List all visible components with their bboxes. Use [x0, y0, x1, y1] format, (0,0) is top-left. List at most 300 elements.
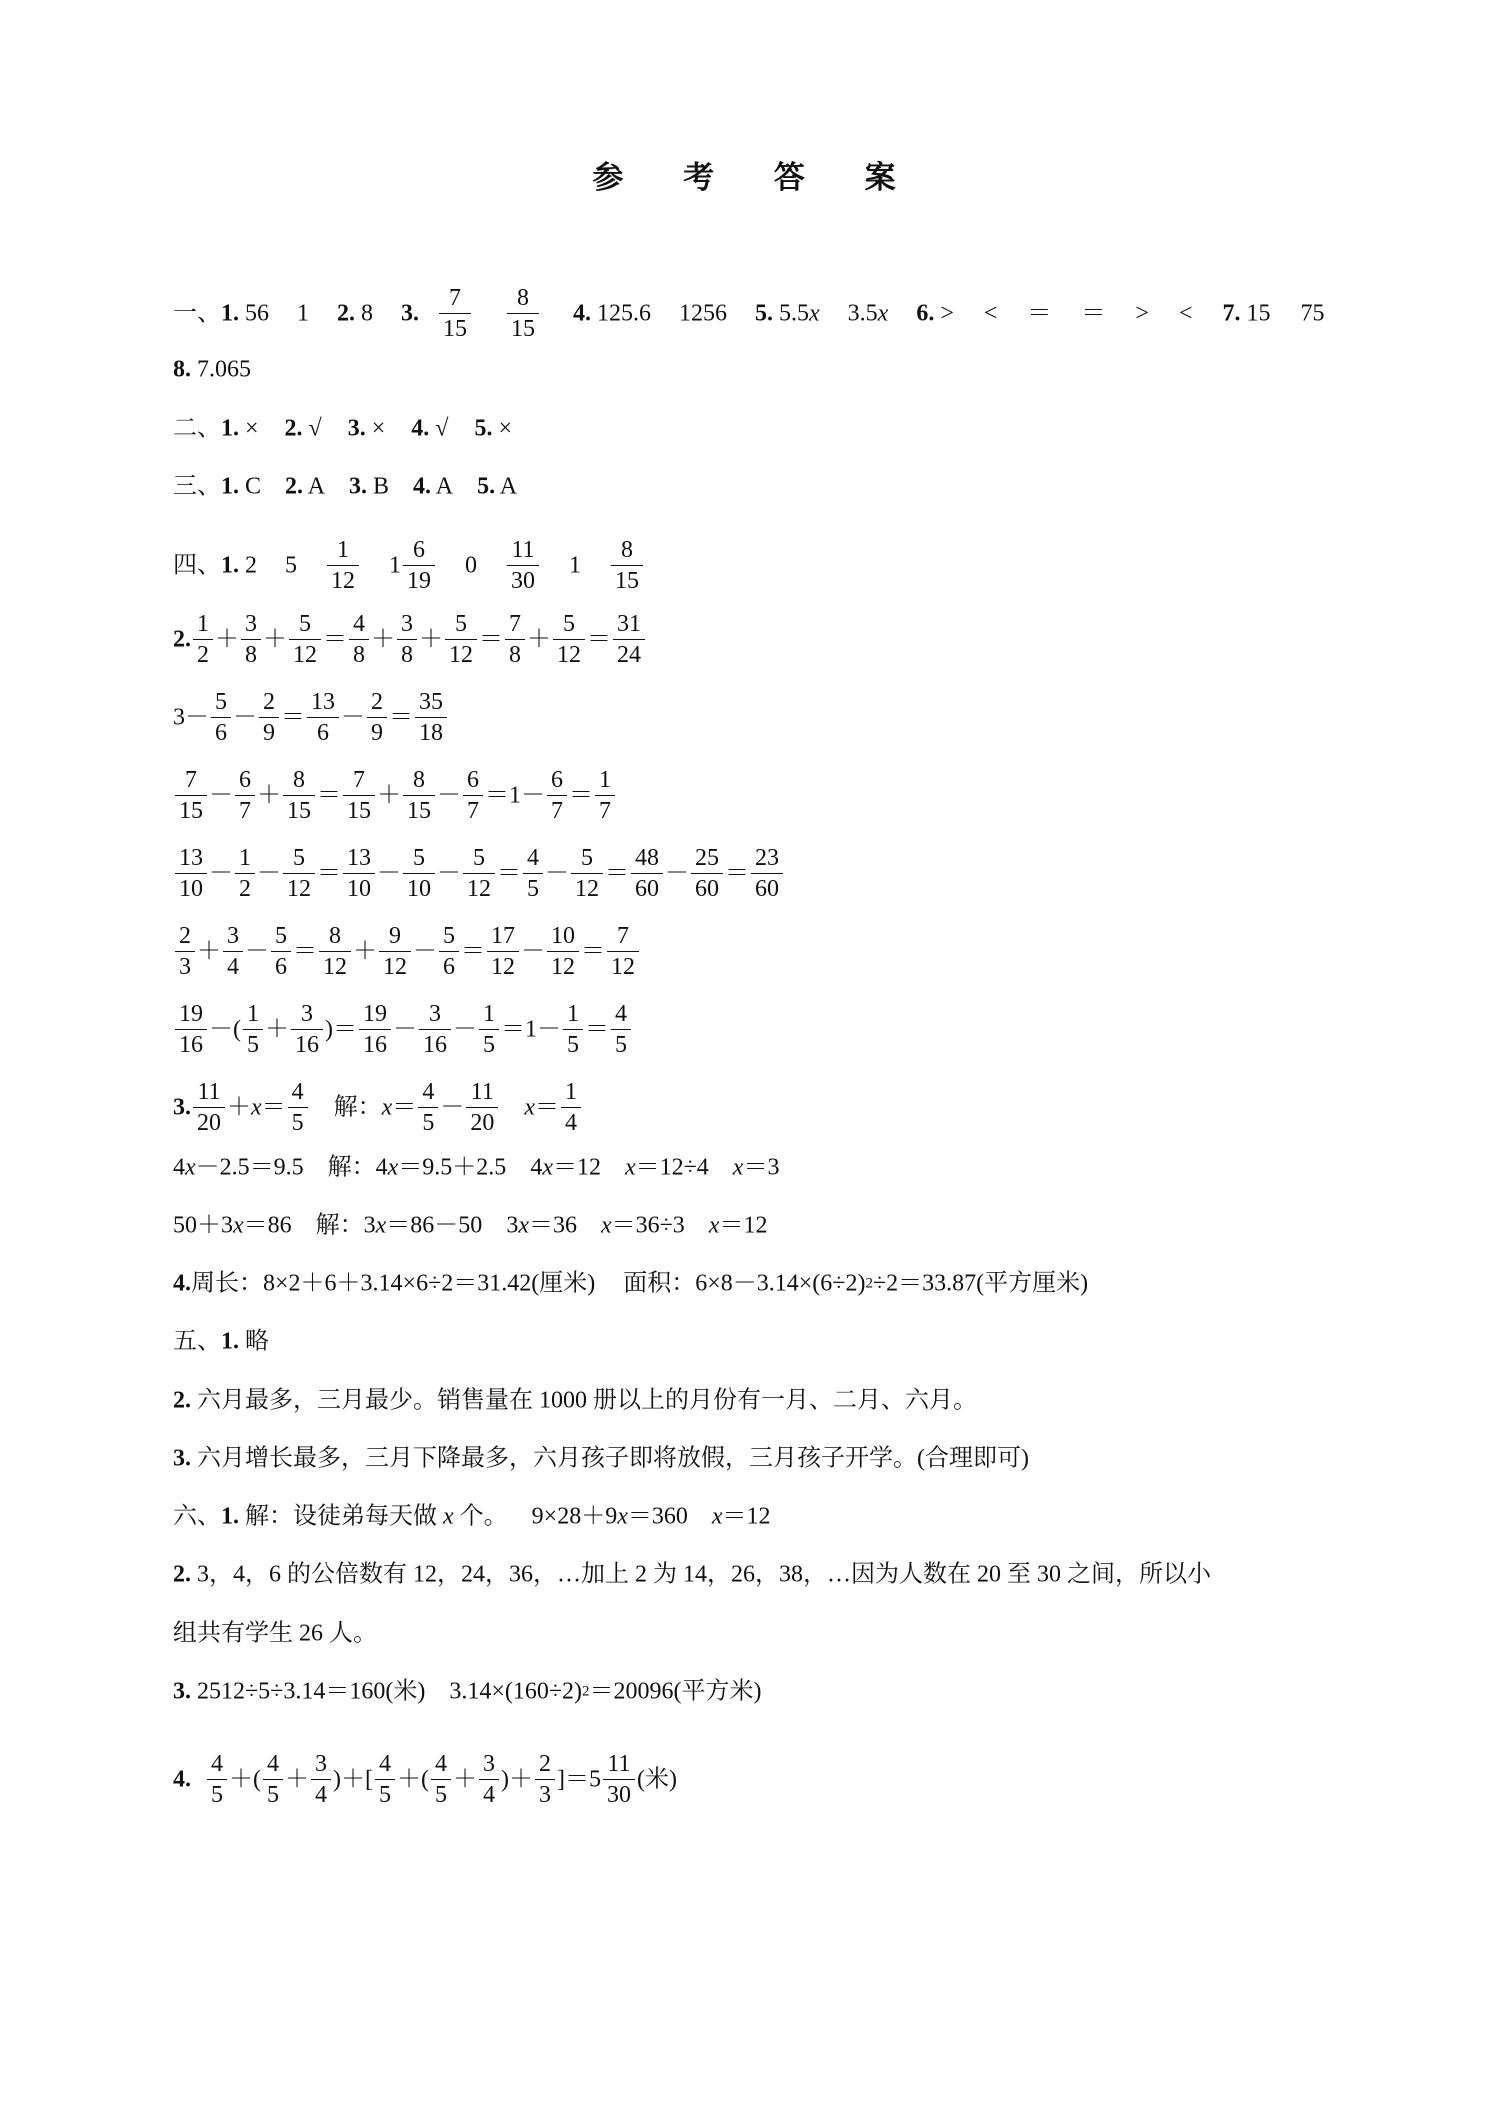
answer-line — [173, 1387, 977, 1412]
denominator: 15 — [179, 798, 203, 824]
denominator: 12 — [383, 954, 407, 980]
fraction — [507, 286, 539, 341]
denominator: 5 — [527, 876, 539, 902]
numerator: 17 — [487, 924, 519, 952]
text-run: 5 — [285, 552, 297, 579]
text-run: 六、 — [173, 1503, 221, 1530]
denominator: 4 — [315, 1782, 327, 1808]
fraction — [343, 846, 375, 901]
numerator: 19 — [175, 1002, 207, 1030]
denominator: 12 — [331, 568, 355, 594]
denominator: 9 — [371, 720, 383, 746]
text-run: √ — [302, 415, 322, 442]
fraction — [288, 1080, 308, 1135]
answer-line — [173, 1080, 583, 1135]
denominator: 5 — [434, 1782, 447, 1808]
numerator: 23 — [751, 846, 783, 874]
numerator: 31 — [613, 612, 645, 640]
numerator: 3 — [291, 1002, 323, 1030]
text-run: ＋ — [263, 626, 287, 653]
denominator: 7 — [239, 798, 251, 824]
fraction — [487, 924, 519, 979]
fraction — [563, 1002, 583, 1057]
denominator: 10 — [407, 876, 431, 902]
text-run: 56 — [239, 300, 269, 327]
denominator: 12 — [611, 954, 635, 980]
fraction — [463, 846, 495, 901]
denominator: 6 — [443, 954, 455, 980]
text-run: > — [934, 300, 954, 327]
numerator: 5 — [211, 690, 231, 718]
fraction — [691, 846, 723, 901]
numerator: 1 — [193, 612, 213, 640]
text-run: 面积：6×8－3.14×(6÷2) — [623, 1270, 866, 1297]
denominator: 10 — [347, 876, 371, 902]
text-run: ÷2＝33.87(平方厘米) — [872, 1270, 1089, 1297]
text-run: ＋ — [353, 938, 377, 965]
denominator: 60 — [635, 876, 659, 902]
exponent: 2 — [582, 1683, 590, 1700]
fraction — [418, 1080, 438, 1135]
text-run: 15 — [1240, 300, 1271, 327]
numerator: 11 — [193, 1080, 225, 1108]
denominator: 60 — [755, 876, 779, 902]
fraction — [211, 690, 231, 745]
fraction — [193, 612, 213, 667]
denominator: 12 — [551, 954, 575, 980]
item-number: 3. — [401, 300, 419, 327]
text-run: ＝ — [389, 704, 413, 731]
text-run: 1256 — [679, 300, 727, 327]
denominator: 12 — [293, 642, 317, 668]
text-run: ＝12 — [719, 1212, 768, 1239]
numerator: 5 — [571, 846, 603, 874]
text-run: 略 — [239, 1328, 269, 1355]
fraction — [547, 924, 579, 979]
fraction — [283, 768, 315, 823]
text-run: 125.6 — [591, 300, 651, 327]
numerator: 6 — [403, 538, 435, 566]
text-run: 2 — [239, 552, 257, 579]
variable: x — [617, 1503, 628, 1530]
numerator: 4 — [523, 846, 543, 874]
item-number: 2. — [173, 626, 191, 653]
denominator: 6 — [317, 720, 329, 746]
numerator: 13 — [343, 846, 375, 874]
fraction — [307, 690, 339, 745]
denominator: 5 — [567, 1032, 579, 1058]
fraction — [547, 768, 567, 823]
fraction — [595, 768, 615, 823]
denominator: 5 — [247, 1032, 259, 1058]
fraction — [175, 924, 195, 979]
answer-line — [173, 1503, 771, 1528]
fraction — [243, 1002, 263, 1057]
text-run: － — [245, 938, 269, 965]
item-number: 1. — [221, 300, 239, 327]
fraction — [289, 612, 321, 667]
answer-line — [173, 473, 517, 498]
numerator: 5 — [403, 846, 435, 874]
text-run: 8 — [355, 300, 373, 327]
fraction — [319, 924, 351, 979]
denominator: 4 — [227, 954, 239, 980]
denominator: 6 — [215, 720, 227, 746]
numerator: 6 — [463, 768, 483, 796]
denominator: 8 — [353, 642, 365, 668]
numerator: 3 — [223, 924, 243, 952]
answer-line — [173, 356, 251, 381]
numerator: 2 — [367, 690, 387, 718]
answer-line — [173, 1270, 1088, 1295]
numerator: 1 — [595, 768, 615, 796]
variable: x — [732, 1154, 744, 1181]
text-run: 个。 — [453, 1503, 508, 1530]
numerator: 11 — [507, 538, 539, 566]
fraction — [419, 1002, 451, 1057]
item-number: 5. — [755, 300, 773, 327]
text-run: － — [393, 1016, 417, 1043]
numerator: 8 — [611, 538, 643, 566]
answer-line — [173, 690, 449, 745]
answer-line — [173, 1212, 767, 1237]
page-title: 参 考 答 案 — [592, 160, 922, 195]
numerator: 10 — [547, 924, 579, 952]
denominator: 12 — [491, 954, 515, 980]
item-number: 3. — [173, 1445, 191, 1472]
fraction — [439, 286, 471, 341]
numerator: 19 — [359, 1002, 391, 1030]
text-run: － — [233, 704, 257, 731]
text-run: 1 — [569, 552, 581, 579]
fraction — [607, 924, 639, 979]
answer-line — [173, 1678, 762, 1703]
text-run: ＝3 — [743, 1154, 780, 1181]
denominator: 12 — [467, 876, 491, 902]
text-run: ＝36 — [528, 1212, 577, 1239]
text-run: ＝12÷4 — [635, 1154, 709, 1181]
text-run: － — [437, 782, 461, 809]
text-run: ＝ — [317, 860, 341, 887]
text-run: ＋( — [396, 1766, 429, 1793]
text-run: 1 — [297, 300, 309, 327]
denominator: 12 — [449, 642, 473, 668]
denominator: 15 — [407, 798, 431, 824]
text-run: ＝ — [323, 626, 347, 653]
text-run: 4 — [530, 1154, 543, 1181]
text-run: －( — [209, 1016, 241, 1043]
text-run: 7.065 — [191, 356, 251, 383]
numerator: 4 — [263, 1752, 283, 1780]
text-run: 3，4，6 的公倍数有 12，24，36，…加上 2 为 14，26，38，…因为人数在 20 至 30 之间，所以小 — [191, 1561, 1211, 1588]
text-run: )＋ — [500, 1766, 533, 1793]
denominator: 7 — [551, 798, 563, 824]
text-run: ＝ — [261, 1094, 286, 1121]
text-run: B — [367, 473, 390, 500]
numerator: 13 — [307, 690, 339, 718]
text-run: ＝ — [461, 938, 485, 965]
numerator: 3 — [419, 1002, 451, 1030]
text-run: ＝ — [587, 626, 611, 653]
fraction — [367, 690, 387, 745]
text-run: 50＋3 — [173, 1212, 233, 1239]
numerator: 1 — [479, 1002, 499, 1030]
answer-line — [173, 1445, 1029, 1470]
text-run: ]＝5 — [556, 1766, 601, 1793]
numerator: 1 — [243, 1002, 263, 1030]
text-run: ＋ — [285, 1766, 309, 1793]
item-number: 1. — [221, 473, 239, 500]
variable: x — [711, 1503, 723, 1530]
text-run: － — [545, 860, 569, 887]
fraction — [603, 1752, 635, 1807]
denominator: 4 — [564, 1110, 577, 1136]
item-number: 1. — [221, 415, 239, 442]
variable: x — [381, 1094, 393, 1121]
fraction — [311, 1752, 331, 1807]
denominator: 2 — [197, 642, 209, 668]
fraction — [291, 1002, 323, 1057]
text-run: 五、 — [173, 1328, 221, 1355]
denominator: 8 — [401, 642, 413, 668]
fraction — [235, 768, 255, 823]
fraction — [431, 1752, 451, 1807]
item-number: 3. — [347, 415, 366, 442]
text-run: 组共有学生 26 人。 — [173, 1620, 377, 1647]
numerator: 3 — [397, 612, 417, 640]
denominator: 7 — [599, 798, 611, 824]
fraction — [507, 538, 539, 593]
numerator: 7 — [607, 924, 639, 952]
text-run: 3.14×(160÷2) — [449, 1678, 583, 1705]
text-run: ＝ — [392, 1094, 417, 1121]
text-run: ＋ — [197, 938, 221, 965]
variable: x — [185, 1154, 196, 1181]
denominator: 18 — [419, 720, 443, 746]
numerator: 7 — [505, 612, 525, 640]
text-run: 三、 — [173, 473, 221, 500]
numerator: 4 — [431, 1752, 451, 1780]
item-number: 5. — [477, 473, 496, 500]
numerator: 9 — [379, 924, 411, 952]
item-number: 1. — [221, 1503, 239, 1530]
denominator: 15 — [287, 798, 311, 824]
variable: x — [542, 1154, 553, 1181]
variable: x — [518, 1212, 529, 1239]
fraction — [271, 924, 291, 979]
text-run: － — [209, 860, 233, 887]
text-run: ＝36÷3 — [611, 1212, 685, 1239]
fraction — [479, 1002, 499, 1057]
text-run: ＝12 — [722, 1503, 771, 1530]
fraction — [415, 690, 447, 745]
numerator: 25 — [691, 846, 723, 874]
item-number: 2. — [173, 1387, 191, 1414]
numerator: 7 — [175, 768, 207, 796]
answer-line — [173, 538, 645, 593]
variable: x — [375, 1212, 387, 1239]
numerator: 4 — [288, 1080, 308, 1108]
text-run: 0 — [465, 552, 477, 579]
denominator: 30 — [606, 1782, 631, 1808]
text-run: 解：3 — [315, 1212, 376, 1239]
text-run: ＋ — [377, 782, 401, 809]
text-run: (米) — [636, 1766, 677, 1793]
denominator: 5 — [211, 1782, 223, 1808]
fraction — [223, 924, 243, 979]
text-run: 解：设徒弟每天做 — [239, 1503, 443, 1530]
text-run: )＝ — [325, 1016, 357, 1043]
numerator: 11 — [603, 1752, 635, 1780]
numerator: 13 — [175, 846, 207, 874]
numerator: 6 — [547, 768, 567, 796]
fraction — [479, 1752, 499, 1807]
text-run: ＝ — [725, 860, 749, 887]
item-number: 2. — [173, 1561, 191, 1588]
item-number: 1. — [221, 1328, 239, 1355]
fraction — [263, 1752, 283, 1807]
numerator: 5 — [445, 612, 477, 640]
text-run: 75 — [1300, 300, 1325, 327]
denominator: 4 — [482, 1782, 495, 1808]
denominator: 19 — [407, 568, 431, 594]
item-number: 5. — [474, 415, 493, 442]
numerator: 4 — [375, 1752, 395, 1780]
text-run: ＝360 — [627, 1503, 688, 1530]
item-number: 3. — [349, 473, 368, 500]
answer-line — [173, 924, 641, 979]
denominator: 6 — [275, 954, 287, 980]
fraction — [349, 612, 369, 667]
text-run: × — [492, 415, 512, 442]
denominator: 5 — [291, 1110, 304, 1136]
text-run: 2512÷5÷3.14＝160(米) — [191, 1678, 426, 1705]
numerator: 5 — [283, 846, 315, 874]
variable: x — [443, 1503, 454, 1530]
text-run: C — [239, 473, 262, 500]
text-run: ＝ — [1081, 300, 1106, 327]
numerator: 2 — [175, 924, 195, 952]
fraction — [751, 846, 783, 901]
numerator: 4 — [349, 612, 369, 640]
denominator: 20 — [197, 1110, 221, 1136]
fraction — [375, 1752, 395, 1807]
denominator: 10 — [179, 876, 203, 902]
variable: x — [524, 1094, 535, 1121]
text-run: 3 — [506, 1212, 519, 1239]
numerator: 7 — [439, 286, 471, 314]
text-run: ＋ — [527, 626, 551, 653]
text-run: ＝ — [317, 782, 341, 809]
text-run: × — [365, 415, 386, 442]
fraction — [193, 1080, 225, 1135]
denominator: 30 — [511, 568, 535, 594]
fraction — [397, 612, 417, 667]
text-run: － — [453, 1016, 477, 1043]
text-run: ＋ — [227, 1094, 251, 1121]
denominator: 16 — [179, 1032, 203, 1058]
answer-line — [173, 1620, 377, 1645]
numerator: 1 — [563, 1002, 583, 1030]
numerator: 2 — [259, 690, 279, 718]
denominator: 5 — [615, 1032, 627, 1058]
numerator: 3 — [479, 1752, 499, 1780]
text-run: ＋( — [229, 1766, 261, 1793]
item-number: 2. — [284, 415, 303, 442]
numerator: 4 — [418, 1080, 438, 1108]
text-run: 9×28＋9 — [531, 1503, 618, 1530]
text-run: －2.5＝9.5 — [195, 1154, 304, 1181]
text-run: 二、 — [173, 415, 221, 442]
text-run: 一、 — [173, 300, 221, 327]
numerator: 11 — [466, 1080, 498, 1108]
fraction — [175, 1002, 207, 1057]
item-number: 6. — [916, 300, 935, 327]
text-run: ＝86 — [243, 1212, 292, 1239]
denominator: 5 — [378, 1782, 391, 1808]
text-run: － — [209, 782, 233, 809]
denominator: 60 — [695, 876, 719, 902]
text-run: ＝ — [569, 782, 593, 809]
fraction — [235, 846, 255, 901]
numerator: 5 — [439, 924, 459, 952]
answer-line — [173, 1002, 633, 1057]
numerator: 1 — [327, 538, 359, 566]
numerator: 7 — [343, 768, 375, 796]
item-number: 2. — [285, 473, 304, 500]
answer-line — [173, 286, 1325, 341]
answer-line — [173, 1328, 269, 1353]
text-run: > — [1135, 300, 1149, 327]
denominator: 12 — [557, 642, 581, 668]
fraction — [611, 538, 643, 593]
text-run: ＋ — [452, 1766, 477, 1793]
fraction — [463, 768, 483, 823]
fraction — [535, 1752, 555, 1807]
text-run: 3－ — [173, 704, 209, 731]
variable: x — [233, 1212, 244, 1239]
denominator: 8 — [509, 642, 521, 668]
item-number: 4. — [413, 473, 432, 500]
fraction — [403, 538, 435, 593]
text-run: ＋ — [257, 782, 281, 809]
fraction — [403, 846, 435, 901]
numerator: 5 — [553, 612, 585, 640]
answer-line — [173, 612, 647, 667]
numerator: 5 — [463, 846, 495, 874]
item-number: 3. — [173, 1678, 191, 1705]
text-run: 解：4 — [327, 1154, 388, 1181]
numerator: 5 — [271, 924, 291, 952]
denominator: 5 — [422, 1110, 435, 1136]
text-run: ＝ — [581, 938, 605, 965]
answer-line — [173, 768, 617, 823]
text-run: － — [413, 938, 437, 965]
text-run: ＋ — [215, 626, 239, 653]
fraction — [631, 846, 663, 901]
numerator: 6 — [235, 768, 255, 796]
item-number: 1. — [221, 552, 239, 579]
numerator: 5 — [289, 612, 321, 640]
denominator: 7 — [467, 798, 479, 824]
denominator: 9 — [263, 720, 275, 746]
numerator: 1 — [561, 1080, 581, 1108]
fraction — [359, 1002, 391, 1057]
text-run: ＝ — [534, 1094, 559, 1121]
denominator: 12 — [575, 876, 599, 902]
variable: x — [251, 1094, 262, 1121]
denominator: 15 — [443, 316, 467, 342]
